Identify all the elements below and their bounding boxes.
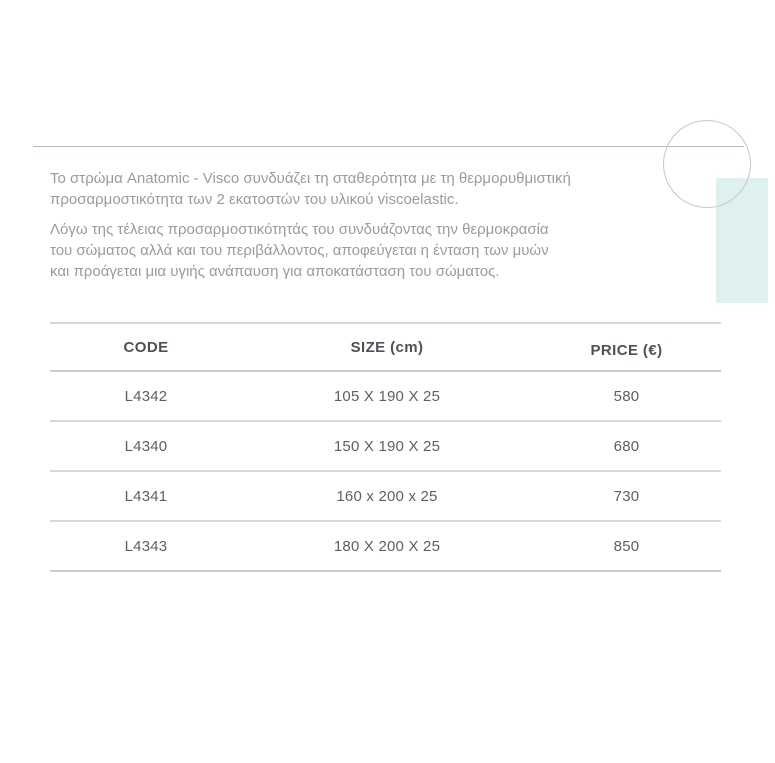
cell-price: 850 <box>613 537 640 555</box>
column-header-label: PRICE (€) <box>590 341 663 359</box>
table-row <box>50 521 721 571</box>
paragraph-line: Λόγω της τέλειας προσαρμοστικότητάς του συνδυάζοντας την θερμοκρασία <box>50 221 549 238</box>
cell-price: 680 <box>613 437 640 455</box>
cell-code: L4342 <box>124 387 168 405</box>
column-header-size <box>242 323 532 371</box>
cell-code: L4340 <box>124 437 168 455</box>
cell-price: 730 <box>613 487 640 505</box>
column-header-label: SIZE (cm) <box>350 338 424 356</box>
description-paragraph-2 <box>50 219 695 282</box>
cell-size: 180 X 200 X 25 <box>333 537 441 555</box>
cell-code: L4341 <box>124 487 168 505</box>
paragraph-line: προσαρμοστικότητα των 2 εκατοστών του υλικού viscoelastic. <box>50 191 459 208</box>
column-header-price <box>532 323 721 371</box>
description-paragraph-1 <box>50 168 695 210</box>
horizontal-divider <box>33 146 744 147</box>
table-header-row <box>50 323 721 371</box>
cell-code: L4343 <box>124 537 168 555</box>
product-description <box>50 168 695 291</box>
table-row <box>50 471 721 521</box>
paragraph-line: του σώματος αλλά και του περιβάλλοντος, αποφεύγεται η ένταση των μυών <box>50 242 549 259</box>
cell-size: 105 X 190 X 25 <box>333 387 441 405</box>
cell-price: 580 <box>613 387 640 405</box>
paragraph-line: και προάγεται μια υγιής ανάπαυση για αποκατάσταση του σώματος. <box>50 263 500 280</box>
table-row <box>50 421 721 471</box>
paragraph-line: Το στρώμα Anatomic - Visco συνδυάζει τη σταθερότητα με τη θερμορυθμιστική <box>50 170 571 187</box>
cell-size: 160 x 200 x 25 <box>336 487 438 505</box>
column-header-code <box>50 323 242 371</box>
price-table <box>50 322 721 572</box>
table-row <box>50 371 721 421</box>
column-header-label: CODE <box>123 338 169 356</box>
cell-size: 150 X 190 X 25 <box>333 437 441 455</box>
